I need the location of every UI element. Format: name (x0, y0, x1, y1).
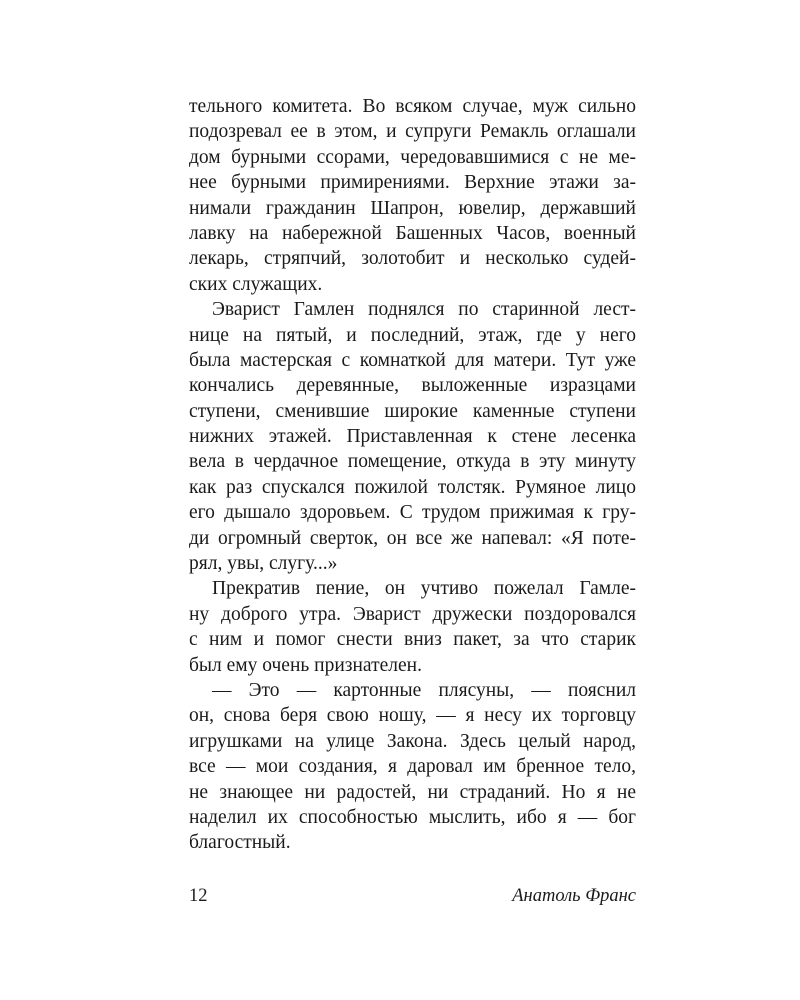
text-line: нее бурными примирениями. Верхние этажи за- (189, 172, 636, 194)
text-line: лавку на набережной Башенных Часов, военный (189, 222, 636, 244)
text-line: Эварист Гамлен поднялся по старинной лест- (212, 299, 636, 321)
body-text (189, 94, 636, 856)
text-line: не знающее ни радостей, ни страданий. Но я не (189, 781, 636, 803)
text-line: он, снова беря свою ношу, — я несу их торговцу (189, 705, 636, 727)
text-line: дом бурными ссорами, чередовавшимися с не ме- (189, 146, 636, 168)
text-line: ступени, сменившие широкие каменные ступени (189, 400, 636, 422)
text-line: как раз спускался пожилой толстяк. Румяное лицо (189, 476, 636, 498)
text-line: рял, увы, слугу...» (189, 553, 338, 575)
text-line: лекарь, стряпчий, золотобит и несколько судей- (189, 248, 636, 270)
text-line: подозревал ее в этом, и супруги Ремакль оглашали (189, 121, 636, 143)
text-line: нижних этажей. Приставленная к стене лесенка (189, 426, 636, 448)
text-line: был ему очень признателен. (189, 654, 422, 676)
text-line: благостный. (189, 832, 291, 854)
text-line: игрушками на улице Закона. Здесь целый народ, (189, 730, 636, 752)
text-line: была мастерская с комнаткой для матери. Тут уже (189, 349, 636, 371)
text-line: нице на пятый, и последний, этаж, где у него (189, 324, 636, 346)
text-line: тельного комитета. Во всяком случае, муж сильно (189, 96, 636, 117)
text-line: ди огромный сверток, он все же напевал: «Я поте- (189, 527, 636, 549)
text-line: нимали гражданин Шапрон, ювелир, державший (189, 197, 636, 219)
running-title: Анатоль Франс (512, 886, 636, 906)
text-line: все — мои создания, я даровал им бренное тело, (189, 756, 636, 778)
text-line: кончались деревянные, выложенные изразцами (189, 375, 636, 397)
page-number: 12 (189, 886, 208, 906)
text-line: с ним и помог снести вниз пакет, за что старик (189, 629, 636, 651)
text-line: — Это — картонные плясуны, — пояснил (212, 679, 636, 701)
text-line: наделил их способностью мыслить, ибо я — бог (189, 806, 636, 828)
text-line: ну доброго утра. Эварист дружески поздоровался (189, 603, 636, 625)
text-line: Прекратив пение, он учтиво пожелал Гамле- (212, 578, 636, 600)
text-line: его дышало здоровьем. С трудом прижимая к гру- (189, 502, 636, 524)
text-line: вела в чердачное помещение, откуда в эту минуту (189, 451, 636, 473)
text-line: ских служащих. (189, 273, 323, 295)
page-footer (189, 882, 636, 910)
